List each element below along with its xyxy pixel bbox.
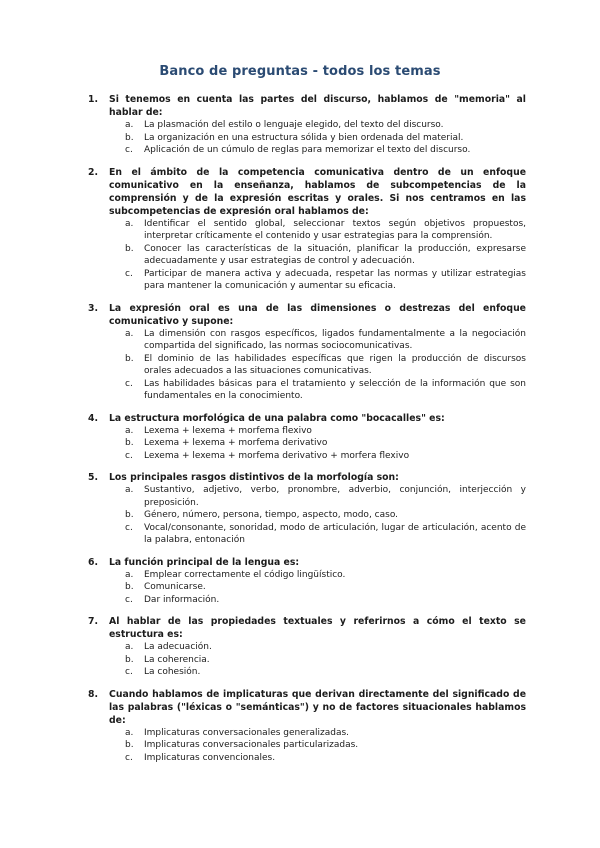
option-text: Las habilidades básicas para el tratamiento y selección de la información que son fundamentales en la conocimiento.: [144, 378, 526, 401]
answer-option: [125, 450, 526, 463]
option-letter: a.: [125, 328, 134, 339]
option-text: Implicaturas convencionales.: [144, 752, 276, 763]
answer-option: [125, 522, 526, 547]
answer-option: [125, 666, 526, 679]
question-text: Cuando hablamos de implicaturas que derivan directamente del significado de las palabras ("léxicas o "semánticas") y no de factores situacionales hablamos de:: [109, 688, 526, 726]
question-item: [88, 412, 526, 463]
option-letter: a.: [125, 642, 134, 652]
answer-options: [125, 218, 526, 293]
question-item: [88, 471, 526, 547]
answer-option: [125, 328, 526, 353]
option-letter: a.: [125, 218, 134, 229]
answer-option: [125, 353, 526, 378]
answer-options: [125, 425, 526, 463]
question-number: 4.: [88, 412, 99, 424]
option-text: Género, número, persona, tiempo, aspecto, modo, caso.: [144, 510, 399, 520]
answer-option: [125, 243, 526, 268]
option-text: La adecuación.: [144, 642, 212, 652]
question-text: La expresión oral es una de las dimensiones o destrezas del enfoque comunicativo y supone:: [109, 302, 526, 327]
option-text: La dimensión con rasgos específicos, ligados fundamentalmente a la negociación compartida del significado, las normas sociocomunicativas.: [144, 328, 526, 351]
answer-option: [125, 569, 526, 582]
question-number: 1.: [88, 94, 99, 105]
answer-options: [125, 569, 526, 607]
option-text: El dominio de las habilidades específicas que rigen la producción de discursos orales adecuados a las situaciones comunicativas.: [144, 353, 526, 376]
option-letter: c.: [125, 450, 133, 461]
answer-option: [125, 437, 526, 450]
answer-option: [125, 641, 526, 654]
option-letter: c.: [125, 378, 133, 389]
question-text: Los principales rasgos distintivos de la morfología son:: [109, 472, 399, 483]
option-text: Lexema + lexema + morfema flexivo: [144, 425, 312, 436]
option-letter: b.: [125, 654, 134, 665]
answer-option: [125, 581, 526, 594]
option-letter: b.: [125, 438, 134, 448]
answer-options: [125, 641, 526, 679]
question-item: [88, 615, 526, 679]
question-list: [88, 93, 526, 773]
question-text: En el ámbito de la competencia comunicativa dentro de un enfoque comunicativo en la enseñanza, hablamos de subcompetencias de la comprensión y de la expresión escritas y orales. Si nos centramos en las subcompetencias de expresión oral hablamos de:: [109, 166, 526, 217]
answer-option: [125, 509, 526, 522]
option-letter: c.: [125, 268, 133, 279]
option-letter: c.: [125, 594, 133, 605]
option-text: Lexema + lexema + morfema derivativo + morfera flexivo: [144, 450, 410, 461]
option-letter: b.: [125, 353, 134, 364]
question-number: 8.: [88, 688, 99, 700]
question-text: La estructura morfológica de una palabra como "bocacalles" es:: [109, 412, 445, 424]
answer-option: [125, 739, 526, 752]
question-number: 6.: [88, 556, 99, 568]
answer-option: [125, 378, 526, 403]
answer-option: [125, 132, 526, 145]
question-item: [88, 302, 526, 403]
option-text: Dar información.: [144, 594, 220, 605]
answer-options: [125, 484, 526, 547]
option-text: Lexema + lexema + morfema derivativo: [144, 438, 328, 448]
answer-option: [125, 218, 526, 243]
option-letter: b.: [125, 740, 134, 750]
option-letter: a.: [125, 120, 134, 130]
answer-option: [125, 752, 526, 765]
option-text: Participar de manera activa y adecuada, respetar las normas y utilizar estrategias para mantener la comunicación y aumentar su eficacia.: [144, 268, 526, 291]
option-letter: b.: [125, 510, 134, 520]
question-item: [88, 688, 526, 765]
question-item: [88, 556, 526, 607]
option-text: Aplicación de un cúmulo de reglas para memorizar el texto del discurso.: [144, 145, 471, 155]
option-text: Sustantivo, adjetivo, verbo, pronombre, adverbio, conjunción, interjección y preposición.: [144, 485, 526, 508]
answer-option: [125, 594, 526, 607]
question-number: 5.: [88, 472, 99, 483]
question-text: Si tenemos en cuenta las partes del discurso, hablamos de "memoria" al hablar de:: [109, 94, 526, 118]
option-letter: c.: [125, 752, 133, 763]
option-letter: b.: [125, 582, 134, 592]
option-letter: c.: [125, 667, 133, 677]
option-letter: a.: [125, 569, 134, 580]
option-text: Comunicarse.: [144, 582, 206, 592]
question-text: La función principal de la lengua es:: [109, 556, 300, 568]
option-letter: a.: [125, 727, 134, 738]
answer-options: [125, 328, 526, 403]
answer-option: [125, 268, 526, 293]
option-text: Conocer las características de la situación, planificar la producción, expresarse adecuadamente y usar estrategias de control y adecuación.: [144, 243, 526, 266]
option-text: La cohesión.: [144, 667, 201, 677]
question-text: Al hablar de las propiedades textuales y referirnos a cómo el texto se estructura es:: [109, 616, 526, 640]
question-item: [88, 166, 526, 293]
option-letter: b.: [125, 243, 134, 254]
option-text: Identificar el sentido global, seleccionar textos según objetivos propuestos, interpretar críticamente el contenido y usar estrategias para la comprensión.: [144, 218, 526, 241]
answer-option: [125, 119, 526, 132]
option-text: La plasmación del estilo o lenguaje elegido, del texto del discurso.: [144, 120, 444, 130]
option-text: Vocal/consonante, sonoridad, modo de articulación, lugar de articulación, acento de la palabra, entonación: [144, 522, 526, 545]
answer-options: [125, 727, 526, 765]
option-letter: c.: [125, 145, 133, 155]
option-text: Implicaturas conversacionales particularizadas.: [144, 740, 359, 750]
option-text: La organización en una estructura sólida y bien ordenada del material.: [144, 132, 464, 143]
option-text: Emplear correctamente el código lingüístico.: [144, 569, 346, 580]
answer-option: [125, 484, 526, 509]
page-title: Banco de preguntas - todos los temas: [159, 64, 441, 79]
question-item: [88, 93, 526, 157]
answer-option: [125, 654, 526, 667]
question-number: 7.: [88, 616, 99, 627]
answer-options: [125, 119, 526, 157]
question-number: 2.: [88, 166, 99, 178]
option-letter: a.: [125, 425, 134, 436]
option-letter: b.: [125, 132, 134, 143]
option-letter: a.: [125, 485, 134, 495]
option-text: La coherencia.: [144, 654, 210, 665]
option-letter: c.: [125, 522, 133, 533]
answer-option: [125, 425, 526, 438]
answer-option: [125, 727, 526, 740]
question-number: 3.: [88, 302, 99, 314]
answer-option: [125, 144, 526, 157]
option-text: Implicaturas conversacionales generalizadas.: [144, 727, 350, 738]
